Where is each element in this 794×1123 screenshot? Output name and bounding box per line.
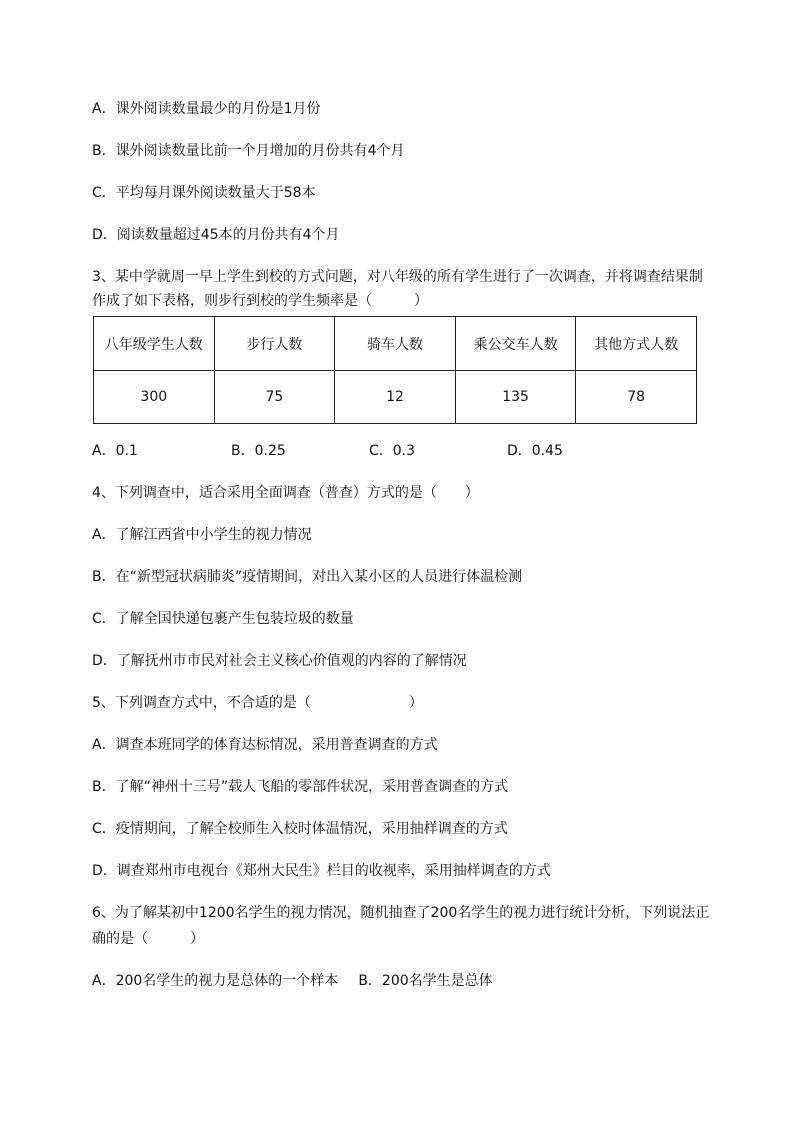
- table-header-cell: 骑车人数: [335, 317, 456, 371]
- table-value-cell: 135: [455, 371, 576, 424]
- q4-option-b: B．在“新型冠状病肺炎”疫情期间，对出入某小区的人员进行体温检测: [92, 569, 523, 585]
- table-value-cell: 78: [576, 371, 697, 424]
- q2-option-c: C．平均每月课外阅读数量大于58本: [92, 185, 316, 201]
- q2-option-a: A．课外阅读数量最少的月份是1月份: [92, 101, 321, 117]
- table-header-cell: 步行人数: [214, 317, 335, 371]
- q6-option-b: B．200名学生是总体: [358, 973, 493, 989]
- q3-option-d: D．0.45: [507, 443, 563, 459]
- q5-option-c: C．疫情期间，了解全校师生入校时体温情况，采用抽样调查的方式: [92, 821, 508, 837]
- q3-option-a: A．0.1: [92, 443, 138, 459]
- q6-stem-line1: 6、为了解某初中1200名学生的视力情况，随机抽查了200名学生的视力进行统计分析，下列说法正: [92, 905, 710, 921]
- survey-table-value-row: [94, 371, 697, 424]
- q2-option-d: D．阅读数量超过45本的月份共有4个月: [92, 227, 340, 243]
- table-value-cell: 300: [94, 371, 215, 424]
- q2-option-b: B．课外阅读数量比前一个月增加的月份共有4个月: [92, 143, 405, 159]
- table-header-cell: 乘公交车人数: [455, 317, 576, 371]
- q3-stem-line1: 3、某中学就周一早上学生到校的方式问题，对八年级的所有学生进行了一次调查，并将调查结果制: [92, 269, 703, 285]
- table-header-cell: 其他方式人数: [576, 317, 697, 371]
- q6-option-a: A．200名学生的视力是总体的一个样本: [92, 973, 339, 989]
- q3-options-row: [92, 441, 712, 461]
- q5-option-d: D．调查郑州市电视台《郑州大民生》栏目的收视率，采用抽样调查的方式: [92, 863, 551, 879]
- q3-stem-line2: 作成了如下表格，则步行到校的学生频率是（ ）: [92, 293, 428, 309]
- q4-option-d: D．了解抚州市市民对社会主义核心价值观的内容的了解情况: [92, 653, 467, 669]
- q5-option-a: A．调查本班同学的体育达标情况，采用普查调查的方式: [92, 737, 438, 753]
- table-value-cell: 12: [335, 371, 456, 424]
- q6-options-row: [92, 971, 493, 991]
- q4-stem: 4、下列调查中，适合采用全面调查（普查）方式的是（ ）: [92, 485, 479, 501]
- q6-stem-line2: 确的是（ ）: [92, 931, 204, 947]
- table-header-cell: 八年级学生人数: [94, 317, 215, 371]
- q4-option-a: A．了解江西省中小学生的视力情况: [92, 527, 312, 543]
- survey-table: [93, 316, 697, 424]
- q4-option-c: C．了解全国快递包裹产生包装垃圾的数量: [92, 611, 354, 627]
- q5-stem: 5、下列调查方式中，不合适的是（ ）: [92, 695, 423, 711]
- q3-option-b: B．0.25: [231, 443, 286, 459]
- survey-table-header-row: [94, 317, 697, 371]
- table-value-cell: 75: [214, 371, 335, 424]
- q5-option-b: B．了解“神州十三号”载人飞船的零部件状况，采用普查调查的方式: [92, 779, 509, 795]
- q3-option-c: C．0.3: [369, 443, 416, 459]
